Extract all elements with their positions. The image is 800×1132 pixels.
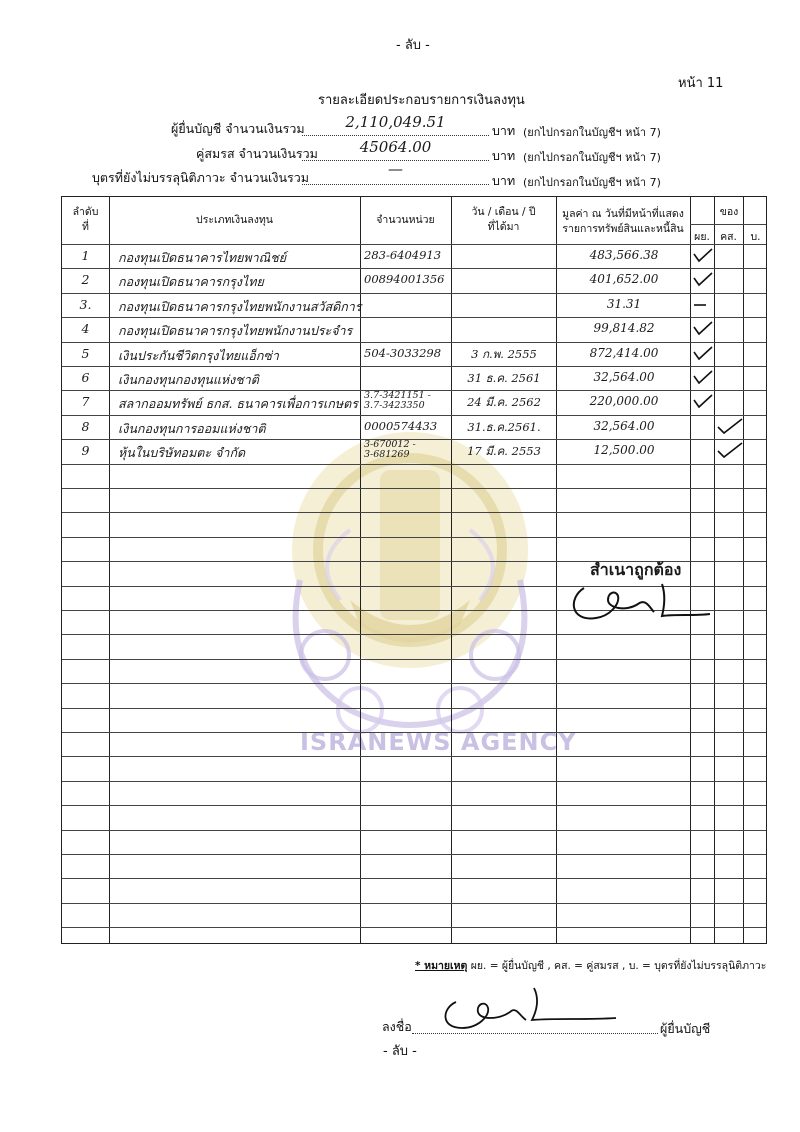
row-type: กองทุนเปิดธนาคารกรุงไทยพนักงานสวัสดิการ bbox=[118, 298, 362, 314]
summary-label: ผู้ยื่นบัญชี จำนวนเงินรวม bbox=[171, 121, 305, 136]
header-seq: ลำดับ ที่ bbox=[72, 206, 99, 233]
row-type: เงินประกันชีวิตกรุงไทยแอ็กซ่า bbox=[118, 347, 279, 363]
row-units: 283-6404913 bbox=[364, 248, 442, 262]
footnote-label: * หมายเหตุ bbox=[415, 960, 468, 972]
summary-label: บุตรที่ยังไม่บรรลุนิติภาวะ จำนวนเงินรวม bbox=[92, 170, 309, 185]
row-units: 00894001356 bbox=[364, 272, 445, 287]
summary-unit: บาท bbox=[492, 123, 516, 138]
row-seq: 8 bbox=[81, 418, 90, 434]
row-units: 3-670012 - 3-681269 bbox=[364, 440, 416, 461]
summary-value: 2,110,049.51 bbox=[345, 113, 446, 131]
row-value: 483,566.38 bbox=[589, 248, 659, 262]
certified-signature bbox=[566, 578, 716, 628]
row-seq: 4 bbox=[81, 321, 90, 337]
row-value: 31.31 bbox=[606, 296, 642, 311]
summary-unit: บาท bbox=[492, 148, 516, 163]
row-date: 17 มี.ค. 2553 bbox=[467, 444, 541, 459]
row-seq: 1 bbox=[81, 248, 90, 263]
header-value: มูลค่า ณ วันที่มีหน้าที่แสดง รายการทรัพย์สินและหนี้สิน bbox=[562, 208, 684, 235]
row-value: 401,652.00 bbox=[589, 272, 659, 287]
row-seq: 9 bbox=[81, 443, 90, 459]
check-mark-icon bbox=[692, 368, 720, 388]
sign-role: ผู้ยื่นบัญชี bbox=[660, 1021, 711, 1036]
row-type: หุ้นในบริษัทอมตะ จำกัด bbox=[118, 445, 246, 461]
watermark-agency-text: ISRANEWS AGENCY bbox=[300, 728, 577, 756]
header-type: ประเภทเงินลงทุน bbox=[196, 214, 273, 226]
row-type: เงินกองทุนกองทุนแห่งชาติ bbox=[118, 372, 259, 387]
check-mark-icon bbox=[692, 392, 720, 412]
secret-top: - ลับ - bbox=[396, 38, 430, 53]
row-units: 3.7-3421151 - 3.7-3423350 bbox=[364, 391, 431, 412]
certified-text: สำเนาถูกต้อง bbox=[590, 560, 682, 579]
header-owner-spouse: คส. bbox=[720, 231, 737, 243]
check-mark-icon bbox=[692, 270, 720, 290]
row-date: 31.ธ.ค.2561. bbox=[467, 419, 541, 434]
secret-bottom: - ลับ - bbox=[383, 1044, 417, 1059]
row-type: กองทุนเปิดธนาคารกรุงไทยพนักงานประจำร bbox=[118, 323, 353, 339]
row-value: 12,500.00 bbox=[593, 443, 655, 458]
row-units: 0000574433 bbox=[364, 418, 438, 433]
summary-label: คู่สมรส จำนวนเงินรวม bbox=[196, 146, 318, 161]
row-value: 99,814.82 bbox=[593, 321, 655, 336]
row-seq: 2 bbox=[81, 272, 90, 288]
row-seq: 6 bbox=[81, 370, 90, 385]
check-mark-icon bbox=[716, 441, 744, 461]
header-owner-filer: ผย. bbox=[694, 231, 710, 243]
header-units: จำนวนหน่วย bbox=[376, 214, 435, 226]
row-type: กองทุนเปิดธนาคารไทยพาณิชย์ bbox=[118, 250, 287, 265]
filer-signature bbox=[436, 984, 626, 1034]
row-type: กองทุนเปิดธนาคารกรุงไทย bbox=[118, 274, 264, 290]
header-owner: ของ bbox=[719, 206, 739, 218]
sign-prefix: ลงชื่อ bbox=[382, 1019, 412, 1034]
summary-value: 45064.00 bbox=[359, 138, 432, 156]
row-date: 3 ก.พ. 2555 bbox=[471, 346, 537, 361]
row-value: 32,564.00 bbox=[593, 418, 655, 433]
check-mark-icon bbox=[692, 344, 720, 364]
header-date: วัน / เดือน / ปี ที่ได้มา bbox=[471, 206, 536, 233]
row-value: 32,564.00 bbox=[593, 370, 655, 384]
summary-note: (ยกไปกรอกในบัญชีฯ หน้า 7) bbox=[523, 151, 661, 164]
check-mark-icon bbox=[692, 295, 720, 315]
check-mark-icon bbox=[692, 246, 720, 266]
row-value: 872,414.00 bbox=[589, 345, 659, 360]
check-mark-icon bbox=[716, 417, 744, 437]
footnote bbox=[415, 957, 766, 974]
row-seq: 7 bbox=[81, 394, 90, 410]
page-number: หน้า 11 bbox=[678, 76, 724, 91]
check-mark-icon bbox=[692, 319, 720, 339]
summary-unit: บาท bbox=[492, 173, 516, 188]
row-date: 24 มี.ค. 2562 bbox=[467, 395, 541, 410]
row-seq: 5 bbox=[81, 345, 90, 361]
row-seq: 3. bbox=[79, 296, 92, 312]
header-owner-child: บ. bbox=[750, 231, 761, 243]
row-units: 504-3033298 bbox=[364, 345, 442, 360]
footnote-text: ผย. = ผู้ยื่นบัญชี , คส. = คู่สมรส , บ. = บุตรที่ยังไม่บรรลุนิติภาวะ bbox=[467, 960, 767, 972]
row-type: เงินกองทุนการออมแห่งชาติ bbox=[118, 420, 266, 436]
row-date: 31 ธ.ค. 2561 bbox=[467, 371, 541, 385]
row-value: 220,000.00 bbox=[589, 394, 659, 409]
summary-note: (ยกไปกรอกในบัญชีฯ หน้า 7) bbox=[523, 126, 661, 139]
summary-value: — bbox=[388, 160, 403, 178]
row-type: สลากออมทรัพย์ ธกส. ธนาคารเพื่อการเกษตร bbox=[118, 396, 358, 412]
summary-note: (ยกไปกรอกในบัญชีฯ หน้า 7) bbox=[523, 176, 661, 189]
document-title: รายละเอียดประกอบรายการเงินลงทุน bbox=[318, 93, 525, 108]
